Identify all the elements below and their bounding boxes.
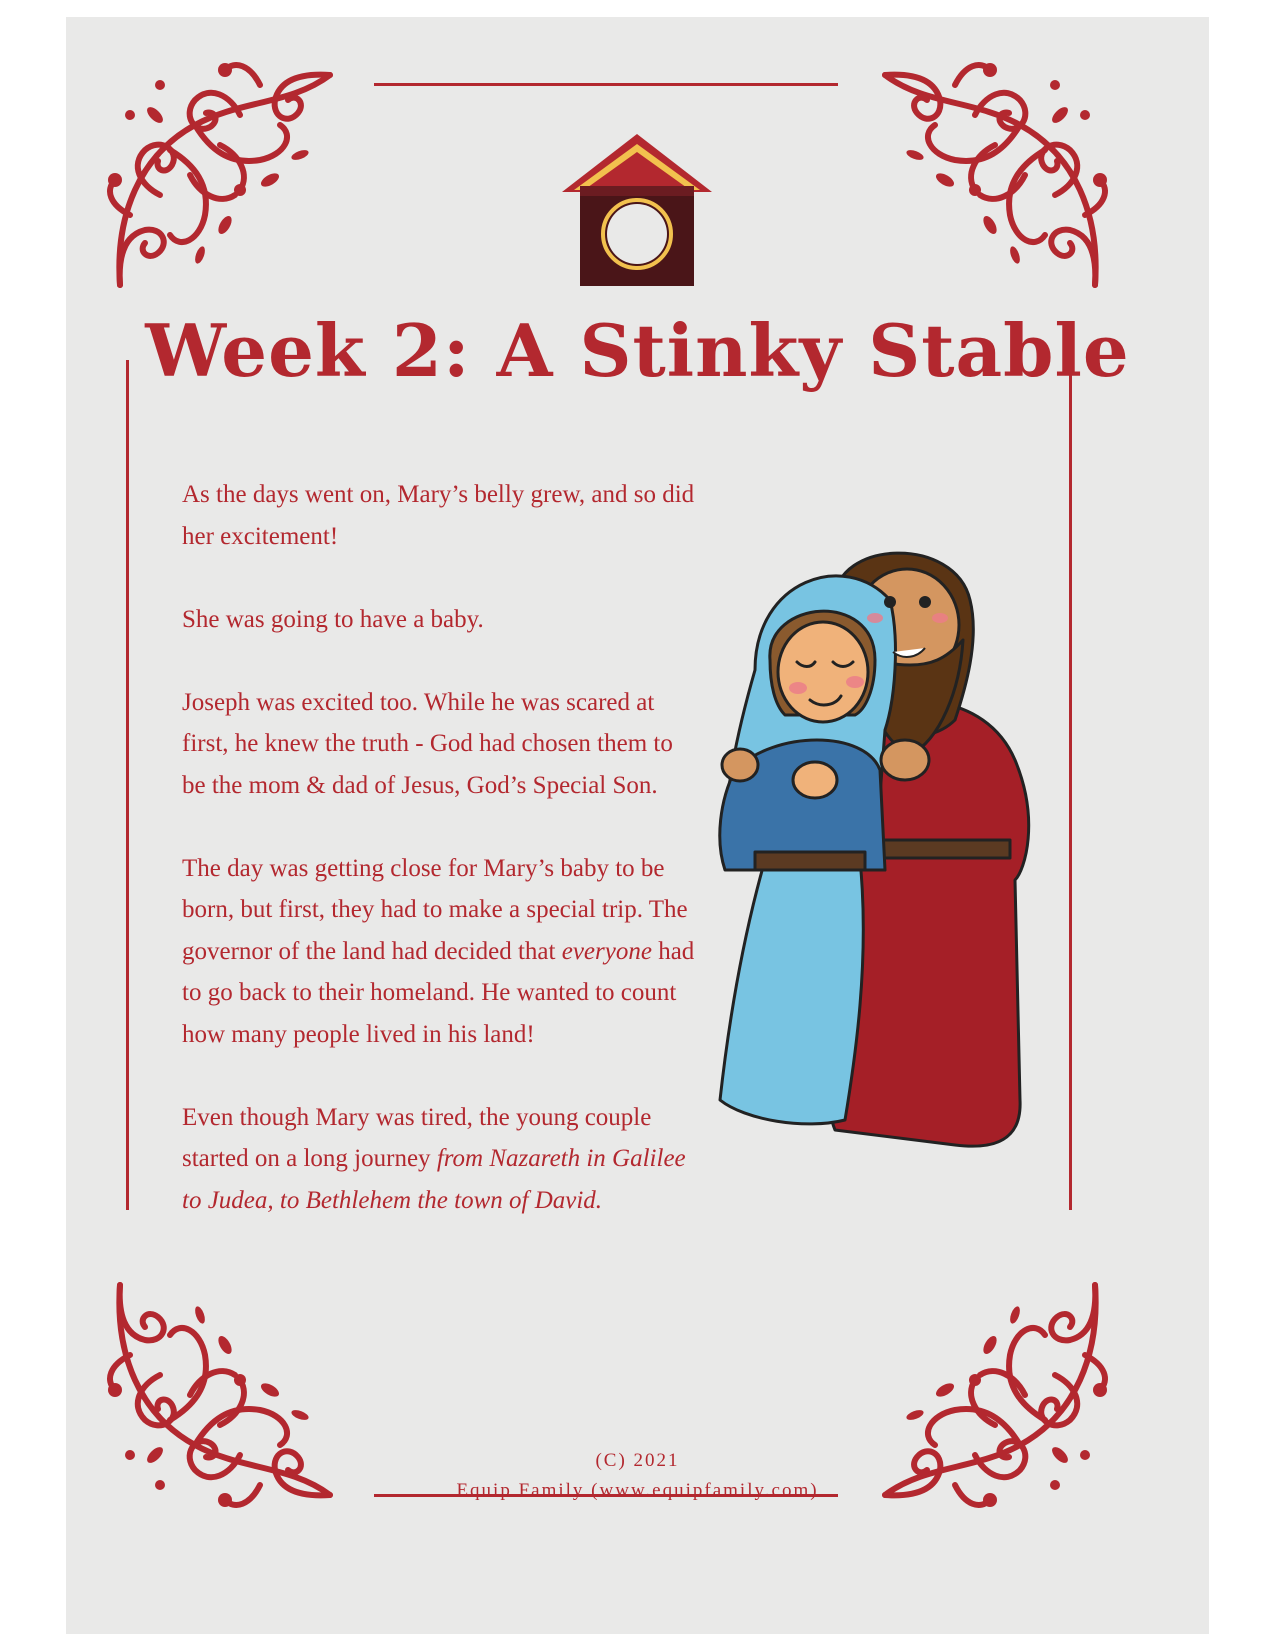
flourish-bottom-right-icon [865, 1265, 1115, 1515]
story-paragraph-2: She was going to have a baby. [182, 605, 484, 633]
story-paragraph-5 [182, 1097, 702, 1222]
publisher-text: Equip Family (www.equipfamily.com) [456, 1480, 819, 1501]
story-paragraph-4-italic: everyone [561, 937, 652, 965]
footer [380, 1446, 895, 1506]
story-paragraph-4-part-1: The day was getting close for Mary’s baby to be born, but first, they had to make a special trip. The governor of the land had decided that [182, 854, 688, 965]
flourish-bottom-left-icon [100, 1265, 350, 1515]
story-paragraph-5-italic: from Nazareth in Galilee to Judea, to Bethlehem the town of David. [182, 1145, 686, 1214]
mary-and-joseph-illustration [695, 540, 1085, 1180]
story-paragraph-4-part-2: had to go back to their homeland. He wanted to count how many people lived in his land! [182, 937, 695, 1048]
story-paragraph-1: As the days went on, Mary’s belly grew, and so did her excitement! [182, 481, 695, 550]
left-rule [126, 360, 129, 1210]
story-paragraph-3: Joseph was excited too. While he was scared at first, he knew the truth - God had chosen them to be the mom & dad of Jesus, God’s Special Son. [182, 688, 673, 799]
stable-icon [562, 130, 712, 290]
top-rule [374, 83, 838, 86]
page-title: Week 2: A Stinky Stable [145, 308, 1130, 393]
story-paragraph-4 [182, 848, 702, 1056]
flourish-top-left-icon [100, 55, 350, 305]
copyright-text: (C) 2021 [595, 1450, 680, 1471]
story-paragraph-5-part-1: Even though Mary was tired, the young couple started on a long journey [182, 1103, 652, 1172]
story-text [182, 474, 702, 1263]
flourish-top-right-icon [865, 55, 1115, 305]
